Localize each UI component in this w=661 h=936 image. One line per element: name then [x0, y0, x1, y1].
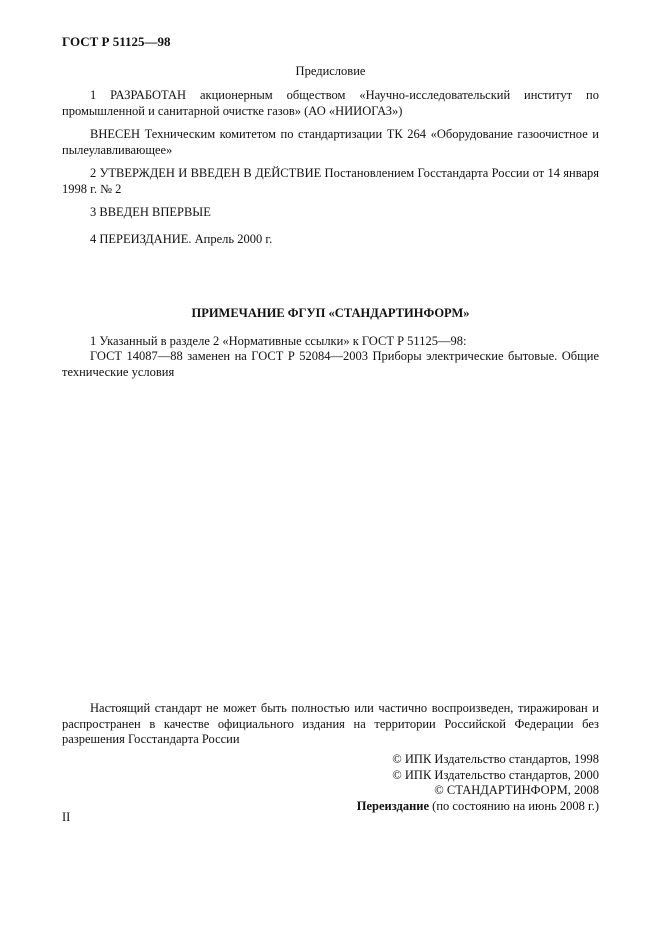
copyright-block: [357, 752, 599, 814]
copyright-2008: © СТАНДАРТИНФОРМ, 2008: [434, 783, 599, 797]
copyright-2000: © ИПК Издательство стандартов, 2000: [392, 767, 599, 782]
reissue-label: Переиздание: [356, 798, 430, 813]
reissue-line: [357, 799, 599, 815]
copyright-1998: © ИПК Издательство стандартов, 1998: [392, 752, 599, 766]
foreword-item-introduced: ВНЕСЕН Техническим комитетом по стандартизации ТК 264 «Оборудование газоочистное и пылеулавливающее»: [62, 127, 599, 157]
note-line-2: ГОСТ 14087—88 заменен на ГОСТ Р 52084—2003 Приборы электрические бытовые. Общие технические условия: [62, 349, 599, 379]
rights-notice: Настоящий стандарт не может быть полностью или частично воспроизведен, тиражирован и распространен в качестве официального издания на территории Российской Федерации без разрешения Госстандарта России: [62, 701, 599, 746]
note-line-1: 1 Указанный в разделе 2 «Нормативные ссылки» к ГОСТ Р 51125—98:: [90, 334, 467, 348]
note-title: ПРИМЕЧАНИЕ ФГУП «СТАНДАРТИНФОРМ»: [191, 306, 470, 320]
document-number: ГОСТ Р 51125—98: [62, 34, 171, 49]
foreword-item-2: 2 УТВЕРЖДЕН И ВВЕДЕН В ДЕЙСТВИЕ Постановлением Госстандарта России от 14 января 1998 г. № 2: [62, 166, 599, 196]
reissue-date: (по состоянию на июнь 2008 г.): [429, 798, 599, 813]
foreword-item-3: 3 ВВЕДЕН ВПЕРВЫЕ: [90, 205, 211, 219]
foreword-item-1: 1 РАЗРАБОТАН акционерным обществом «Научно-исследовательский институт по промышленной и санитарной очистке газов» (АО «НИИОГАЗ»): [62, 88, 599, 118]
foreword-title: Предисловие: [295, 64, 366, 78]
page-number: II: [62, 810, 71, 824]
foreword-item-4: 4 ПЕРЕИЗДАНИЕ. Апрель 2000 г.: [90, 232, 273, 246]
